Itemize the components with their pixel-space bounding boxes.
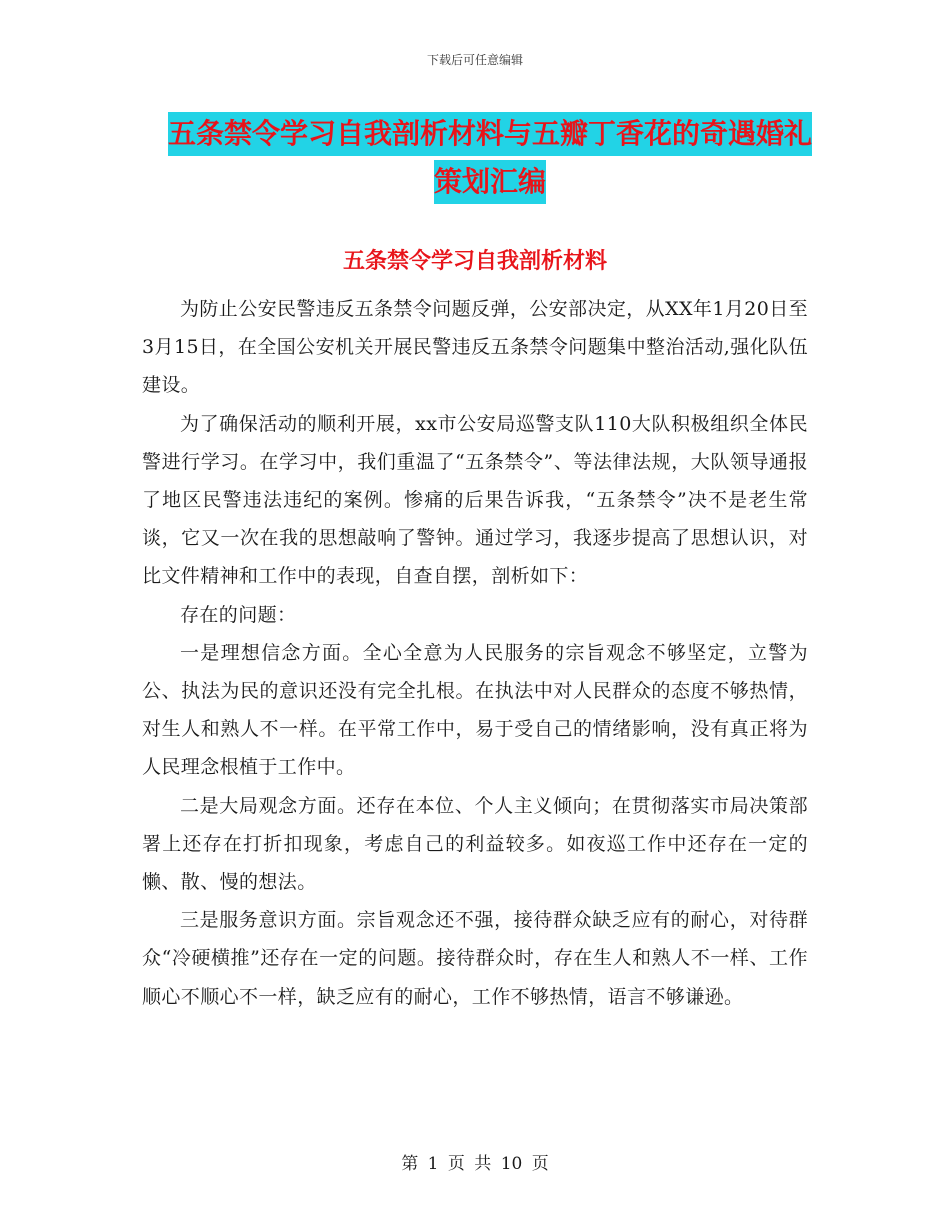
document-title-line-2: 策划汇编 [434,160,546,204]
section-heading: 五条禁令学习自我剖析材料 [342,249,607,274]
paragraph-problems-heading: 存在的问题： [180,603,297,626]
document-body [142,290,808,1016]
paragraph-study: 为了确保活动的顺利开展，xx市公安局巡警支队110大队积极组织全体民警进行学习。在学习中，我们重温了“五条禁令”、等法律法规，大队领导通报了地区民警违法违纪的案例。惨痛的后果告诉我，“五条禁令”决不是老生常谈，它又一次在我的思想敲响了警钟。通过学习，我逐步提高了思想认识，对比文件精神和工作中的表现，自查自摆，剖析如下： [142,412,808,588]
document-title [140,110,840,206]
paragraph-problem-3: 三是服务意识方面。宗旨观念还不强，接待群众缺乏应有的耐心，对待群众“冷硬横推”还存在一定的问题。接待群众时，存在生人和熟人不一样、工作顺心不顺心不一样，缺乏应有的耐心，工作不够热情，语言不够谦逊。 [142,909,808,1008]
page-header-note: 下载后可任意编辑 [426,53,523,67]
paragraph-intro: 为防止公安民警违反五条禁令问题反弹，公安部决定，从XX年1月20日至3月15日，在全国公安机关开展民警违反五条禁令问题集中整治活动,强化队伍建设。 [142,298,808,397]
paragraph-problem-2: 二是大局观念方面。还存在本位、个人主义倾向；在贯彻落实市局决策部署上还存在打折扣现象，考虑自己的利益较多。如夜巡工作中还存在一定的懒、散、慢的想法。 [142,794,808,894]
paragraph-problem-1: 一是理想信念方面。全心全意为人民服务的宗旨观念不够坚定，立警为公、执法为民的意识还没有完全扎根。在执法中对人民群众的态度不够热情，对生人和熟人不一样。在平常工作中，易于受自己的情绪影响，没有真正将为人民理念根植于工作中。 [142,641,808,779]
document-title-line-1: 五条禁令学习自我剖析材料与五瓣丁香花的奇遇婚礼 [168,112,812,156]
page-number: 第 1 页 共 10 页 [401,1154,549,1174]
